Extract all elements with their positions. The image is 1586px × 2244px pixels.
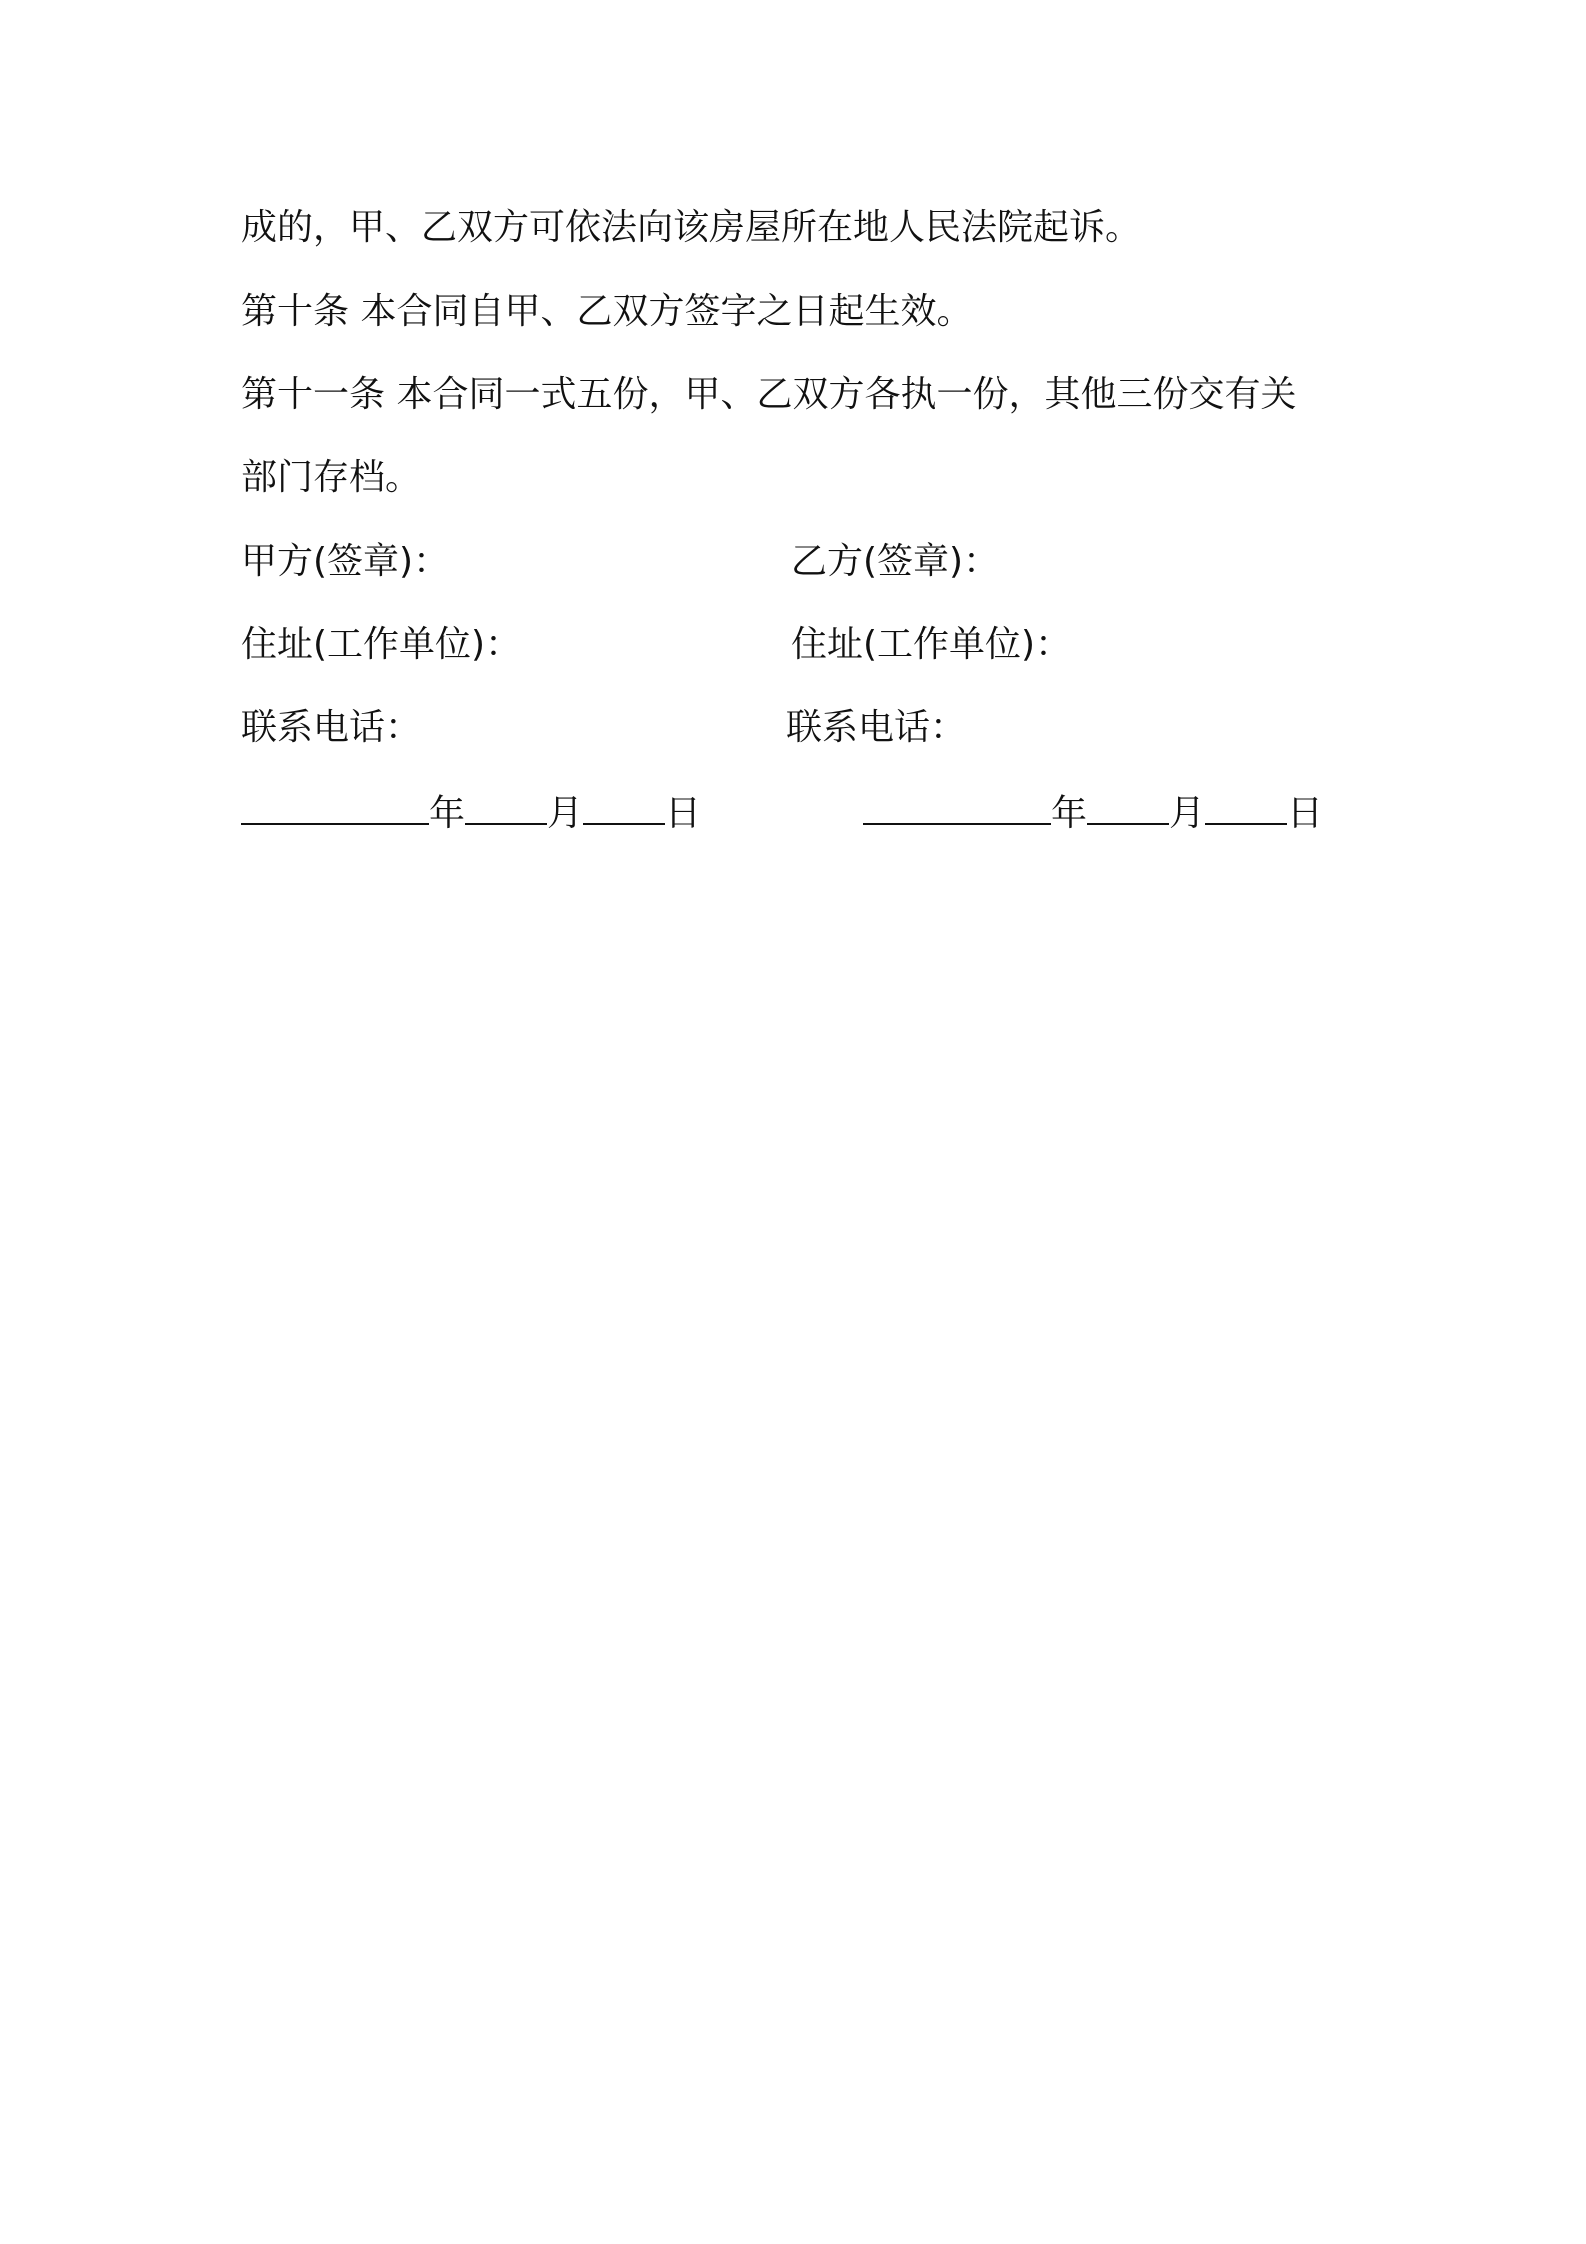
party-b-address-label: 住址(工作单位)： [791, 624, 1072, 665]
signature-address-row [241, 623, 1391, 667]
month-blank [1087, 789, 1169, 825]
month-blank [465, 789, 547, 825]
paragraph-article-10: 第十条 本合同自甲、乙双方签字之日起生效。 [241, 291, 973, 332]
signature-date-row [241, 789, 1391, 833]
year-unit: 年 [429, 793, 466, 834]
party-b-date [863, 789, 1323, 836]
paragraph-article-11: 第十一条 本合同一式五份，甲、乙双方各执一份，其他三份交有关 [241, 374, 1297, 415]
month-unit: 月 [1169, 793, 1206, 834]
month-unit: 月 [547, 793, 584, 834]
party-a-seal-label: 甲方(签章)： [241, 541, 450, 582]
party-b-phone-label: 联系电话： [786, 707, 967, 748]
year-blank [241, 789, 429, 825]
party-a-phone-label: 联系电话： [241, 707, 422, 748]
year-unit: 年 [1051, 793, 1088, 834]
day-blank [583, 789, 665, 825]
paragraph-article-11-continued: 部门存档。 [241, 457, 422, 498]
year-blank [863, 789, 1051, 825]
party-a-date [241, 789, 701, 836]
day-unit: 日 [1287, 793, 1324, 834]
signature-seal-row [241, 540, 1391, 584]
party-b-seal-label: 乙方(签章)： [791, 541, 1000, 582]
signature-phone-row [241, 706, 1391, 750]
day-blank [1205, 789, 1287, 825]
party-a-address-label: 住址(工作单位)： [241, 624, 522, 665]
paragraph-lawsuit-clause: 成的，甲、乙双方可依法向该房屋所在地人民法院起诉。 [241, 207, 1142, 248]
day-unit: 日 [665, 793, 702, 834]
